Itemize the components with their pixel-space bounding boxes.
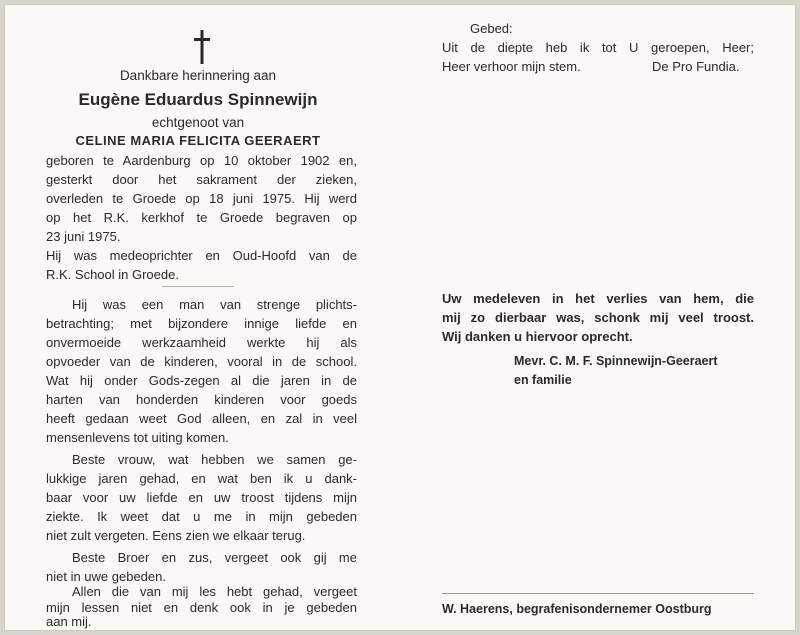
bio-line: op het R.K. kerkhof te Groede begraven op	[46, 210, 357, 225]
students-line: aan mij.	[46, 614, 92, 629]
signature-name: Mevr. C. M. F. Spinnewijn-Geeraert	[514, 354, 718, 368]
prayer-line: Uit de diepte heb ik tot U geroepen, Heer;	[442, 40, 754, 55]
thanks-line: Wij danken u hiervoor oprecht.	[442, 329, 633, 344]
role-line: R.K. School in Groede.	[46, 267, 179, 282]
undertaker-line: W. Haerens, begrafenisondernemer Oostburg	[442, 602, 712, 616]
thanks-line: Uw medeleven in het verlies van hem, die	[442, 291, 754, 306]
signature-family: en familie	[514, 373, 572, 387]
tribute-line: heeft gedaan weet God alleen, en zal in veel	[46, 411, 357, 426]
section-divider	[162, 286, 234, 287]
tribute-line: mensenlevens tot uiting komen.	[46, 430, 229, 445]
bio-line: 23 juni 1975.	[46, 229, 121, 244]
tribute-line: Hij was een man van strenge plichts-	[72, 297, 357, 312]
spouse-intro: echtgenoot van	[151, 115, 245, 130]
siblings-line: Beste Broer en zus, vergeet ook gij me	[72, 550, 357, 565]
bio-line: geboren te Aardenburg op 10 oktober 1902 en,	[46, 153, 357, 168]
deceased-name: Eugène Eduardus Spinnewijn	[78, 90, 318, 109]
wife-line: baar voor uw liefde en uw troost tijdens mijn	[46, 490, 357, 505]
prayer-title: Gebed:	[470, 21, 513, 36]
wife-line: ziekte. Ik weet dat u me in mijn gebeden	[46, 509, 357, 524]
students-line: Allen die van mij les hebt gehad, vergeet	[72, 584, 357, 599]
remembrance-heading: Dankbare herinnering aan	[119, 68, 277, 83]
memorial-card	[4, 4, 796, 631]
tribute-line: betrachting; met bijzondere innige liefde en	[46, 316, 357, 331]
role-line: Hij was medeoprichter en Oud-Hoofd van de	[46, 248, 357, 263]
tribute-line: opvoeder van de kinderen, vooral in de school.	[46, 354, 357, 369]
bio-line: overleden te Groede op 18 juni 1975. Hij werd	[46, 191, 357, 206]
prayer-source: De Pro Fundia.	[652, 59, 740, 74]
wife-line: niet zult vergeten. Eens zien we elkaar terug.	[46, 528, 306, 543]
cross-icon	[192, 30, 212, 64]
tribute-line: harten van honderden kinderen voor goeds	[46, 392, 357, 407]
prayer-line: Heer verhoor mijn stem.	[442, 59, 581, 74]
students-line: mijn lessen niet en denk ook in je gebeden	[46, 600, 357, 615]
thanks-line: mij zo dierbaar was, schonk mij veel troost.	[442, 310, 754, 325]
footer-divider	[442, 593, 754, 594]
wife-line: lukkige jaren gehad, en wat ben ik u dank-	[46, 471, 357, 486]
tribute-line: Wat hij onder Gods-zegen al die jaren in de	[46, 373, 357, 388]
bio-line: gesterkt door het sakrament der zieken,	[46, 172, 357, 187]
tribute-line: onvermoeide werkzaamheid werkte hij als	[46, 335, 357, 350]
wife-line: Beste vrouw, wat hebben we samen ge-	[72, 452, 357, 467]
siblings-line: niet in uwe gebeden.	[46, 569, 166, 584]
spouse-name: CELINE MARIA FELICITA GEERAERT	[75, 133, 321, 148]
